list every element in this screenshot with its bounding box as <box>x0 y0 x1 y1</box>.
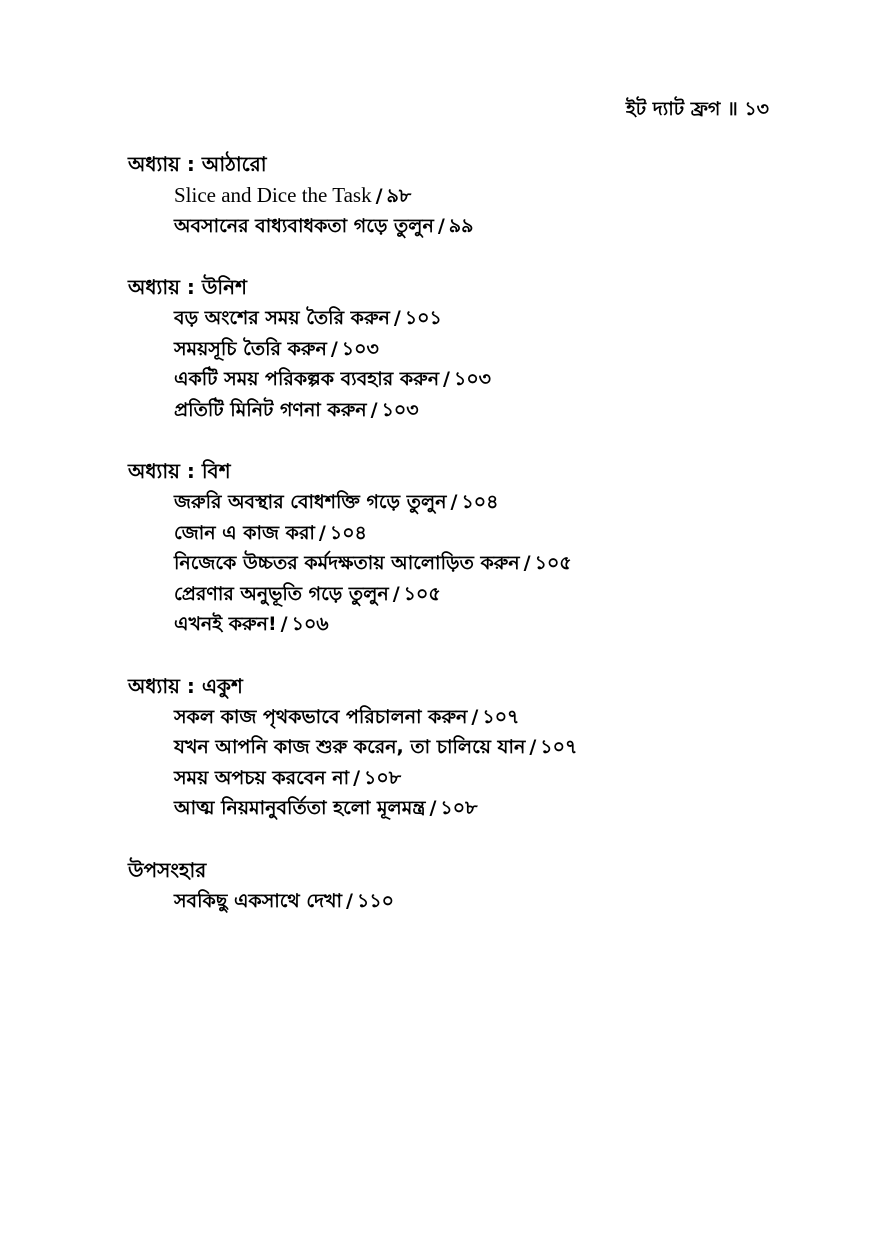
toc-entry-page-number: ১০৭ <box>540 736 578 758</box>
toc-entry <box>174 579 778 610</box>
toc-entry-page-number: ১০৮ <box>440 797 478 819</box>
toc-entry <box>174 732 778 763</box>
page-separator: / <box>346 889 353 912</box>
toc-entry <box>174 334 778 365</box>
toc-entry-title: আত্ম নিয়মানুবর্তিতা হলো মূলমন্ত্র <box>174 797 426 819</box>
page-separator: / <box>450 491 458 513</box>
toc-entry-title: যখন আপনি কাজ শুরু করেন, তা চালিয়ে যান <box>174 736 526 758</box>
toc-section <box>128 670 778 824</box>
toc-entry-title: সকল কাজ পৃথকভাবে পরিচালনা করুন <box>174 705 468 728</box>
page-separator: / <box>318 521 326 544</box>
toc-entry-page-number: ১০৫ <box>534 552 572 574</box>
page-separator: / <box>529 736 537 758</box>
page-separator: / <box>370 398 378 421</box>
toc-entry <box>174 395 778 426</box>
toc-entry-title: সময় অপচয় করবেন না <box>174 766 350 789</box>
page-separator: / <box>393 307 401 329</box>
toc-entry <box>174 763 778 794</box>
toc-entry-page-number: ১১০ <box>356 889 394 912</box>
toc-section <box>128 455 778 640</box>
page-separator: / <box>523 552 531 574</box>
toc-entry-title: বড় অংশের সময় তৈরি করুন <box>174 307 390 329</box>
toc-entry <box>174 487 778 518</box>
toc-entry-title: জোন এ কাজ করা <box>174 521 315 544</box>
toc-entry <box>174 518 778 549</box>
chapter-heading: অধ্যায় : আঠারো <box>128 152 267 176</box>
chapter-heading: উপসংহার <box>128 857 207 882</box>
toc-entry <box>174 609 778 640</box>
page-separator: / <box>353 766 361 789</box>
toc-section <box>128 854 778 917</box>
toc-entry-title: জরুরি অবস্থার বোধশক্তি গড়ে তুলুন <box>174 491 447 513</box>
toc-entry-title: সময়সূচি তৈরি করুন <box>174 337 327 360</box>
toc-entry <box>174 180 778 211</box>
toc-entry-list <box>128 487 778 640</box>
toc-entry-page-number: ১০৫ <box>403 582 441 605</box>
toc-section <box>128 148 778 241</box>
toc-entry-title: Slice and Dice the Task <box>174 183 372 207</box>
page-separator: / <box>375 185 383 207</box>
page-separator: / <box>471 705 479 728</box>
toc-entry-title: নিজেকে উচ্চতর কর্মদক্ষতায় আলোড়িত করুন <box>174 552 520 574</box>
chapter-heading: অধ্যায় : উনিশ <box>128 275 247 299</box>
toc-entry-title: প্রেরণার অনুভূতি গড়ে তুলুন <box>174 582 389 605</box>
toc-entry-page-number: ৯৮ <box>386 185 412 207</box>
toc-entry <box>174 364 778 395</box>
toc-entry-title: অবসানের বাধ্যবাধকতা গড়ে তুলুন <box>174 214 434 237</box>
toc-entry-page-number: ১০৮ <box>364 766 402 789</box>
toc-entry-page-number: ১০৪ <box>461 491 499 513</box>
table-of-contents <box>128 148 778 946</box>
toc-entry <box>174 793 778 824</box>
toc-entry-page-number: ১০১ <box>404 307 442 329</box>
toc-entry-page-number: ১০৩ <box>341 337 379 360</box>
toc-entry-list <box>128 702 778 824</box>
page-separator: / <box>330 337 338 360</box>
page-separator: / <box>429 797 437 819</box>
running-header: ইট দ্যাট ফ্রগ ॥ ১৩ <box>625 98 769 120</box>
toc-entry-page-number: ১০৩ <box>381 398 419 421</box>
toc-entry-title: একটি সময় পরিকল্পক ব্যবহার করুন <box>174 368 440 390</box>
toc-entry-list <box>128 886 778 917</box>
toc-section <box>128 271 778 425</box>
toc-entry-title: এখনই করুন! <box>174 613 277 635</box>
chapter-heading: অধ্যায় : বিশ <box>128 459 231 483</box>
toc-entry-page-number: ৯৯ <box>448 214 474 237</box>
toc-entry <box>174 211 778 242</box>
toc-entry-title: প্রতিটি মিনিট গণনা করুন <box>174 398 367 421</box>
toc-entry <box>174 886 778 917</box>
toc-entry <box>174 702 778 733</box>
toc-entry-page-number: ১০৭ <box>482 705 520 728</box>
page-separator: / <box>392 582 400 605</box>
page-separator: / <box>443 368 450 390</box>
toc-entry <box>174 303 778 334</box>
page-separator: / <box>280 613 288 635</box>
page-separator: / <box>437 214 445 237</box>
toc-entry-page-number: ১০৬ <box>291 613 329 635</box>
toc-entry-title: সবকিছু একসাথে দেখা <box>174 889 343 912</box>
toc-entry-list <box>128 303 778 425</box>
chapter-heading: অধ্যায় : একুশ <box>128 673 243 698</box>
toc-entry-page-number: ১০৩ <box>454 368 492 390</box>
toc-entry <box>174 548 778 579</box>
toc-entry-list <box>128 180 778 241</box>
toc-entry-page-number: ১০৪ <box>329 521 367 544</box>
